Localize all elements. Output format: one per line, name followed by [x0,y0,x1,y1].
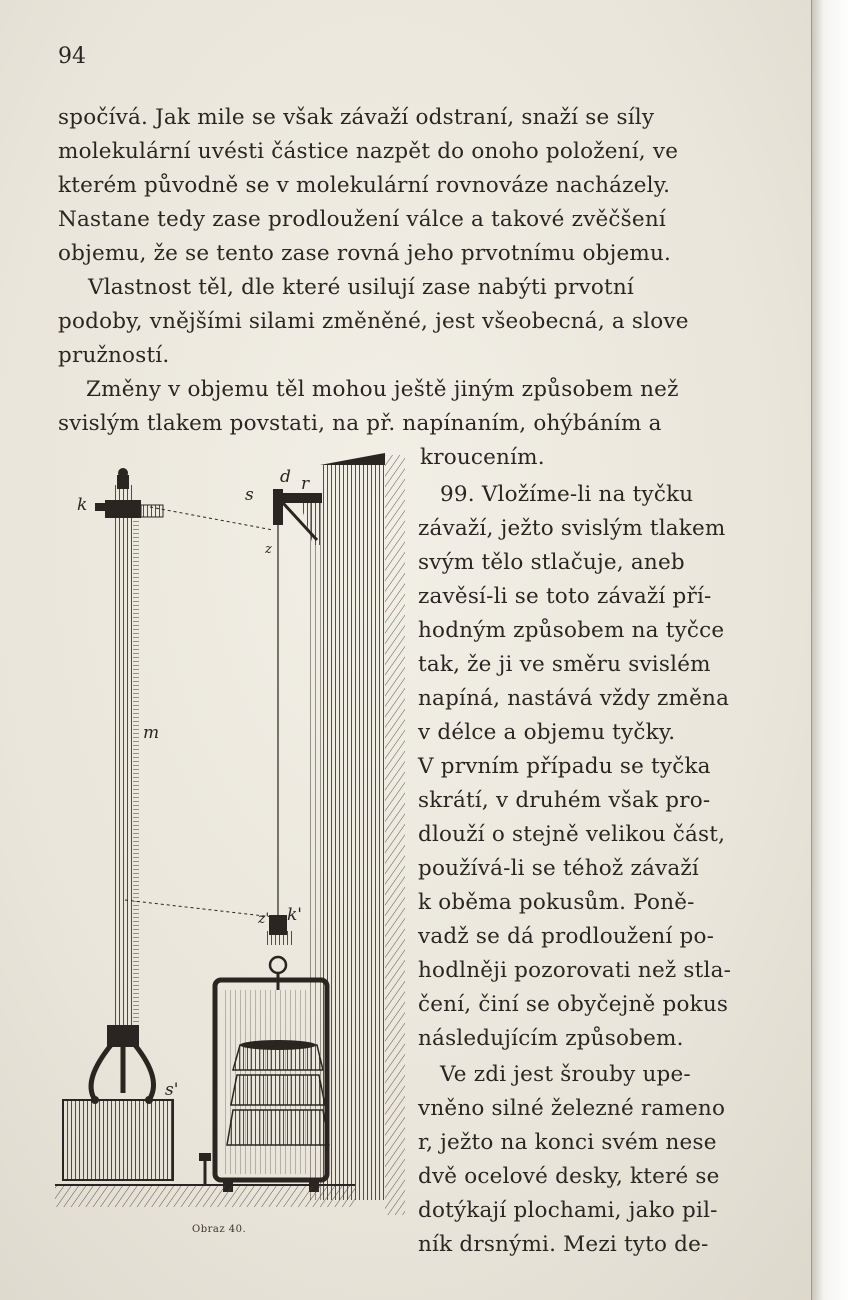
text-line: podoby, vnějšími silami změněné, jest všeobecná, a slove [58,309,689,334]
page-edge [811,0,850,1300]
text-line: pružností. [58,343,170,368]
adjusting-screw [199,1153,211,1161]
tripod-stand [91,1025,153,1104]
stacked-weights [227,1040,329,1145]
text-line: vněno silné železné rameno [418,1096,726,1121]
text-line: hodným způsobem na tyčce [418,618,725,643]
text-line: čení, činí se obyčejně pokus [418,992,729,1017]
figure-label-m: m [143,723,160,743]
text-line: dvě ocelové desky, které se [418,1164,720,1189]
text-line: Nastane tedy zase prodloužení válce a takové zvěčšení [58,207,666,232]
figure-label-s: s [245,485,254,505]
reference-line-bottom [125,900,273,917]
bracket-arm-r [273,489,322,545]
measuring-scale-column [95,468,163,1045]
text-line: k oběma pokusům. Poně- [418,890,695,915]
text-line: Vlastnost těl, dle které usilují zase nabýti prvotní [88,275,634,300]
text-line: skrátí, v druhém však pro- [418,788,711,813]
text-line: svislým tlakem povstati, na př. napínaním, ohýbáním a [58,411,662,436]
text-line: vadž se dá prodloužení po- [418,924,715,949]
page-number: 94 [58,44,86,69]
figure-label-z: z [265,542,272,557]
figure-label-z-prime: z' [258,911,270,927]
text-line: dotýkají plochami, jako pil- [418,1198,718,1223]
figure-label-d: d [280,467,291,487]
text-line: dlouží o stejně velikou část, [418,822,726,847]
text-line: objemu, že se tento zase rovná jeho prvotnímu objemu. [58,241,672,266]
text-line: r, ježto na konci svém nese [418,1130,717,1155]
reference-line-top [150,507,273,530]
text-line: ník drsnými. Mezi tyto de- [418,1232,709,1257]
text-line: tak, že ji ve směru svislém [418,652,711,677]
figure-label-r: r [301,474,310,494]
text-line: V prvním případu se tyčka [418,754,711,779]
text-line: následujícím způsobem. [418,1026,684,1051]
figure-caption: Obraz 40. [192,1224,247,1235]
text-line: molekulární uvésti částice nazpět do onoho položení, ve [58,139,679,164]
figure-label-k-prime: k' [287,905,302,925]
text-line: spočívá. Jak mile se však závaží odstraní, snaží se síly [58,105,655,130]
figure-label-s-prime: s' [165,1080,179,1100]
section-heading-line: 99. Vložíme-li na tyčku [440,482,694,507]
elongation-apparatus-figure [55,445,405,1225]
text-line: kterém původně se v molekulární rovnováze nacházely. [58,173,671,198]
weight-hook-block [264,931,292,945]
text-line: Ve zdi jest šrouby upe- [440,1062,691,1087]
text-line: Změny v objemu těl mohou ještě jiným způsobem než [86,377,679,402]
text-line: napíná, nastává vždy změna [418,686,730,711]
text-line: používá-li se téhož závaží [418,856,699,881]
text-line: kroucením. [420,445,545,470]
pedestal-block [63,1100,173,1180]
figure-label-k: k [77,495,88,515]
text-line: v délce a objemu tyčky. [418,720,676,745]
text-line: zavěsí-li se toto závaží pří- [418,584,712,609]
text-line: závaží, ježto svislým tlakem [418,516,726,541]
text-line: hodlněji pozorovati než stla- [418,958,732,983]
text-line: svým tělo stlačuje, aneb [418,550,685,575]
floor [55,1185,355,1207]
hook [270,957,286,973]
